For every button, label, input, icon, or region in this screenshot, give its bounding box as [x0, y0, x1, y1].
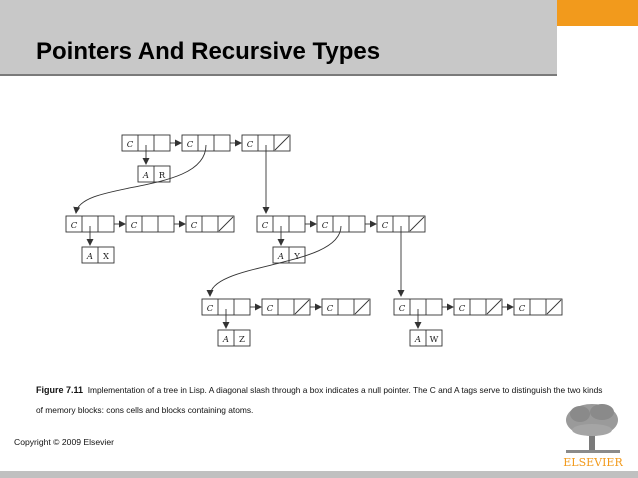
cons-tag: C [190, 221, 198, 231]
atom-value: Z [239, 335, 245, 345]
slide-title: Pointers And Recursive Types [36, 38, 381, 65]
atom-tag: A [86, 252, 94, 262]
null-slash [547, 300, 561, 314]
copyright-notice: Copyright © 2009 Elsevier [14, 437, 114, 447]
figure-caption [36, 380, 606, 420]
cons-tag: C [261, 221, 269, 231]
atom-value: X [102, 252, 110, 262]
footer-bar [0, 471, 638, 478]
atom-tag: A [414, 335, 422, 345]
cons-tag: C [381, 221, 389, 231]
cons-tag: C [70, 221, 78, 231]
cons-tag: C [458, 304, 466, 314]
cons-tag: C [186, 140, 194, 150]
null-slash [355, 300, 369, 314]
null-slash [275, 136, 289, 150]
cons-tag: C [398, 304, 406, 314]
cons-tag: C [266, 304, 274, 314]
atom-tag: A [277, 252, 285, 262]
cons-tag: C [206, 304, 214, 314]
atom-tag: A [222, 335, 230, 345]
pointer-arrow [210, 226, 341, 296]
atom-value: W [429, 335, 439, 345]
caption-text: Implementation of a tree in Lisp. A diagonal slash through a box indicates a null pointer. The C and A tags serve to distinguish the two kinds of memory blocks: cons cells and blocks containing atoms. [36, 385, 603, 415]
caption-label: Figure 7.11 [36, 385, 84, 395]
atom-value: Y [294, 252, 300, 262]
cons-tag: C [126, 140, 134, 150]
cons-tag: C [130, 221, 138, 231]
null-slash [219, 217, 233, 231]
cons-tag: C [246, 140, 254, 150]
atom-tag: A [142, 171, 150, 181]
pointer-arrow [76, 145, 206, 213]
cons-tag: C [518, 304, 526, 314]
cons-tag: C [321, 221, 329, 231]
null-slash [487, 300, 501, 314]
atom-value: R [158, 171, 166, 181]
null-slash [295, 300, 309, 314]
cons-tag: C [326, 304, 334, 314]
null-slash [410, 217, 424, 231]
publisher-wordmark: ELSEVIER [563, 456, 623, 469]
elsevier-logo [556, 400, 630, 472]
